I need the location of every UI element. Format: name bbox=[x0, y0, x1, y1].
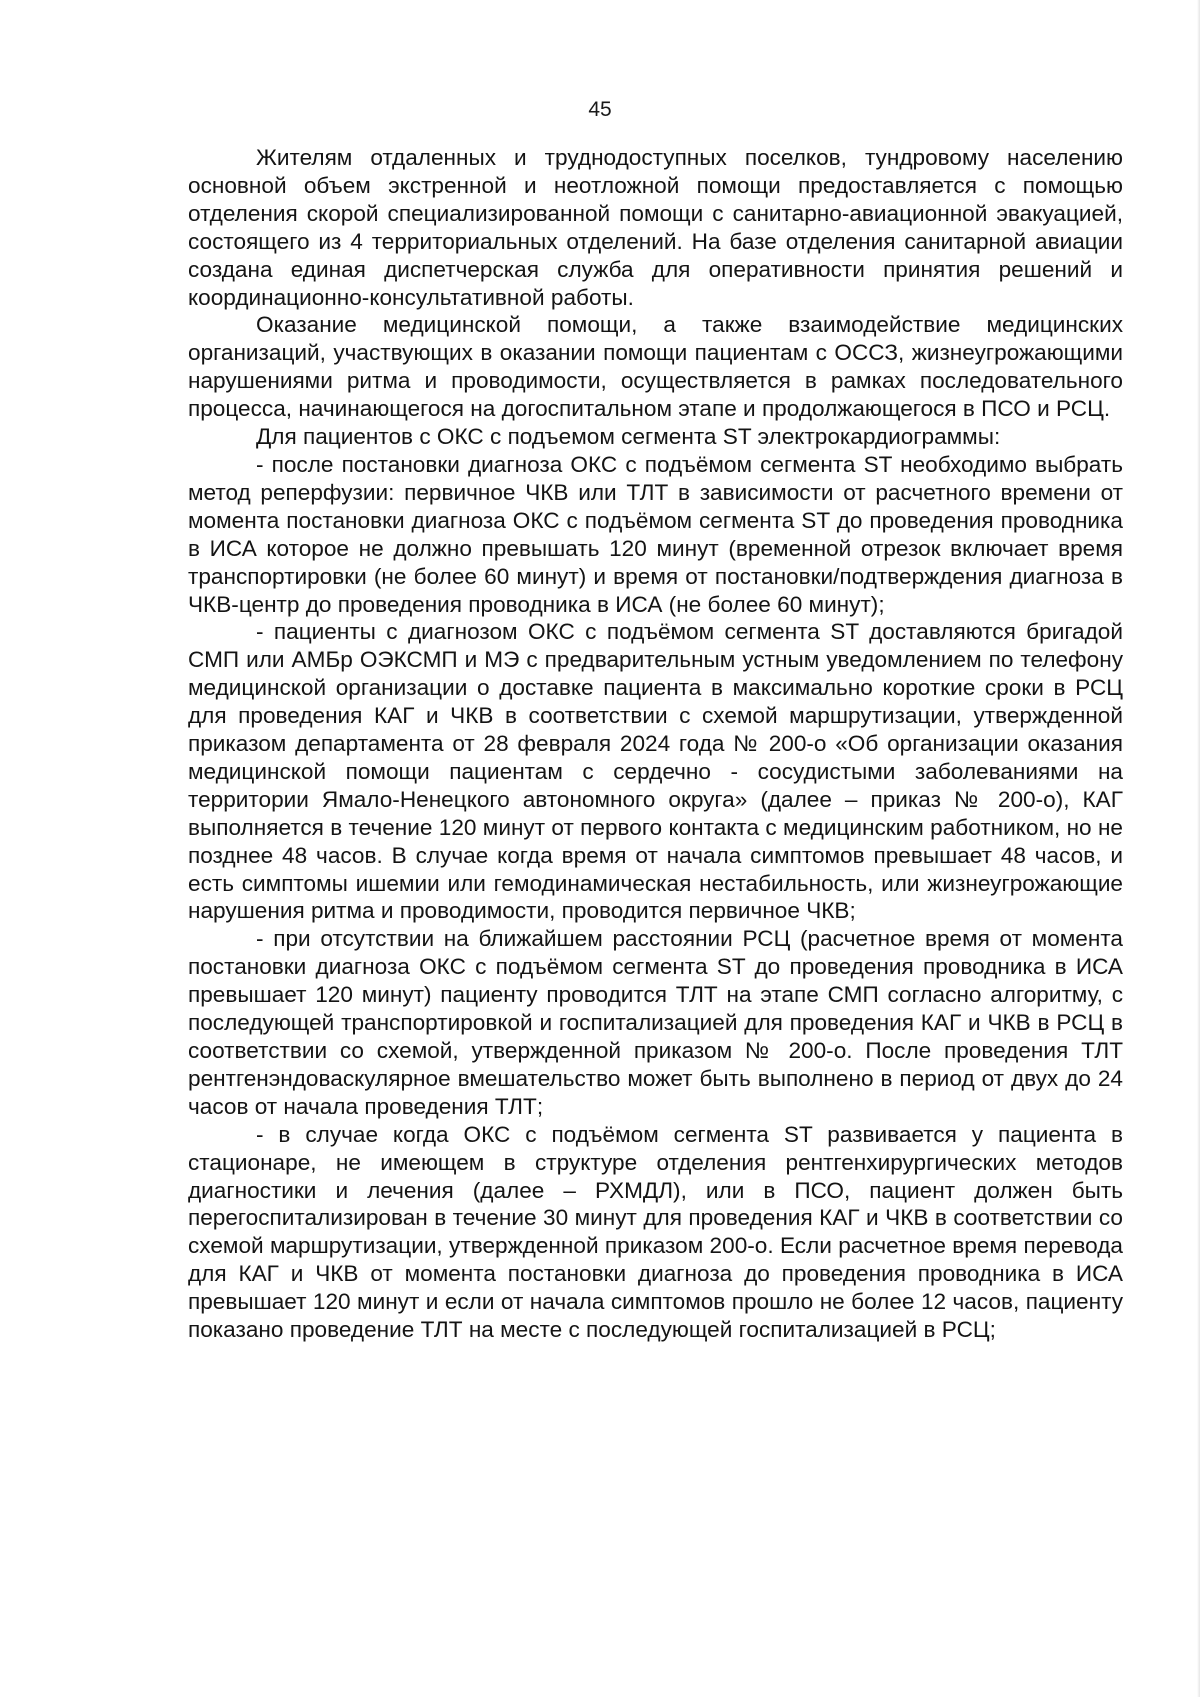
paragraph-medical-cooperation: Оказание медицинской помощи, а также взаимодействие медицинских организаций, участвующих в оказании помощи пациентам с ОССЗ, жизнеугрожающими нарушениями ритма и проводимости, осуществляется в рамках последовательного процесса, начинающегося на догоспитальном этапе и продолжающегося в ПСО и РСЦ. bbox=[188, 312, 1123, 422]
list-item-no-nearby-rsc: - при отсутствии на ближайшем расстоянии РСЦ (расчетное время от момента постановки диагноза ОКС с подъёмом сегмента ST до проведения проводника в ИСА превышает 120 минут) пациенту проводится ТЛТ на этапе СМП согласно алгоритму, с последующей транспортировкой и госпитализацией для проведения КАГ и ЧКВ в РСЦ в соответствии со схемой, утвержденной приказом № 200-о. После проведения ТЛТ рентгенэндоваскулярное вмешательство может быть выполнено в период от двух до 24 часов от начала проведения ТЛТ; bbox=[188, 926, 1123, 1119]
paragraph-remote-settlements: Жителям отдаленных и труднодоступных поселков, тундровому населению основной объем экстренной и неотложной помощи предоставляется с помощью отделения скорой специализированной помощи с санитарно-авиационной эвакуацией, состоящего из 4 территориальных отделений. На базе отделения санитарной авиации создана единая диспетчерская служба для оперативности принятия решений и координационно-консультативной работы. bbox=[188, 145, 1123, 310]
document-body bbox=[188, 144, 1123, 1344]
list-item-patient-delivery: - пациенты с диагнозом ОКС с подъёмом сегмента ST доставляются бригадой СМП или АМБр ОЭКСМП и МЭ с предварительным устным уведомлением по телефону медицинской организации о доставке пациента в максимально короткие сроки в РСЦ для проведения КАГ и ЧКВ в соответствии с схемой маршрутизации, утвержденной приказом департамента от 28 февраля 2024 года № 200-о «Об организации оказания медицинской помощи пациентам с сердечно - сосудистыми заболеваниями на территории Ямало-Ненецкого автономного округа» (далее – приказ № 200-о), КАГ выполняется в течение 120 минут от первого контакта с медицинским работником, но не позднее 48 часов. В случае когда время от начала симптомов превышает 48 часов, и есть симптомы ишемии или гемодинамическая нестабильность, или жизнеугрожающие нарушения ритма и проводимости, проводится первичное ЧКВ; bbox=[188, 619, 1123, 924]
paragraph-st-elevation-heading: Для пациентов с ОКС с подъемом сегмента ST электрокардиограммы: bbox=[256, 424, 1001, 450]
list-item-in-hospital-onset: - в случае когда ОКС с подъёмом сегмента ST развивается у пациента в стационаре, не имеющем в структуре отделения рентгенхирургических методов диагностики и лечения (далее – РХМДЛ), или в ПСО, пациент должен быть перегоспитализирован в течение 30 минут для проведения КАГ и ЧКВ в соответствии со схемой маршрутизации, утвержденной приказом 200-о. Если расчетное время перевода для КАГ и ЧКВ от момента постановки диагноза до проведения проводника в ИСА превышает 120 минут и если от начала симптомов прошло не более 12 часов, пациенту показано проведение ТЛТ на месте с последующей госпитализацией в РСЦ; bbox=[188, 1121, 1123, 1343]
list-item-reperfusion-method: - после постановки диагноза ОКС с подъёмом сегмента ST необходимо выбрать метод реперфузии: первичное ЧКВ или ТЛТ в зависимости от расчетного времени от момента постановки диагноза ОКС с подъёмом сегмента ST до проведения проводника в ИСА которое не должно превышать 120 минут (временной отрезок включает время транспортировки (не более 60 минут) и время от постановки/подтверждения диагноза в ЧКВ-центр до проведения проводника в ИСА (не более 60 минут); bbox=[188, 451, 1123, 617]
page-number: 45 bbox=[588, 98, 612, 121]
